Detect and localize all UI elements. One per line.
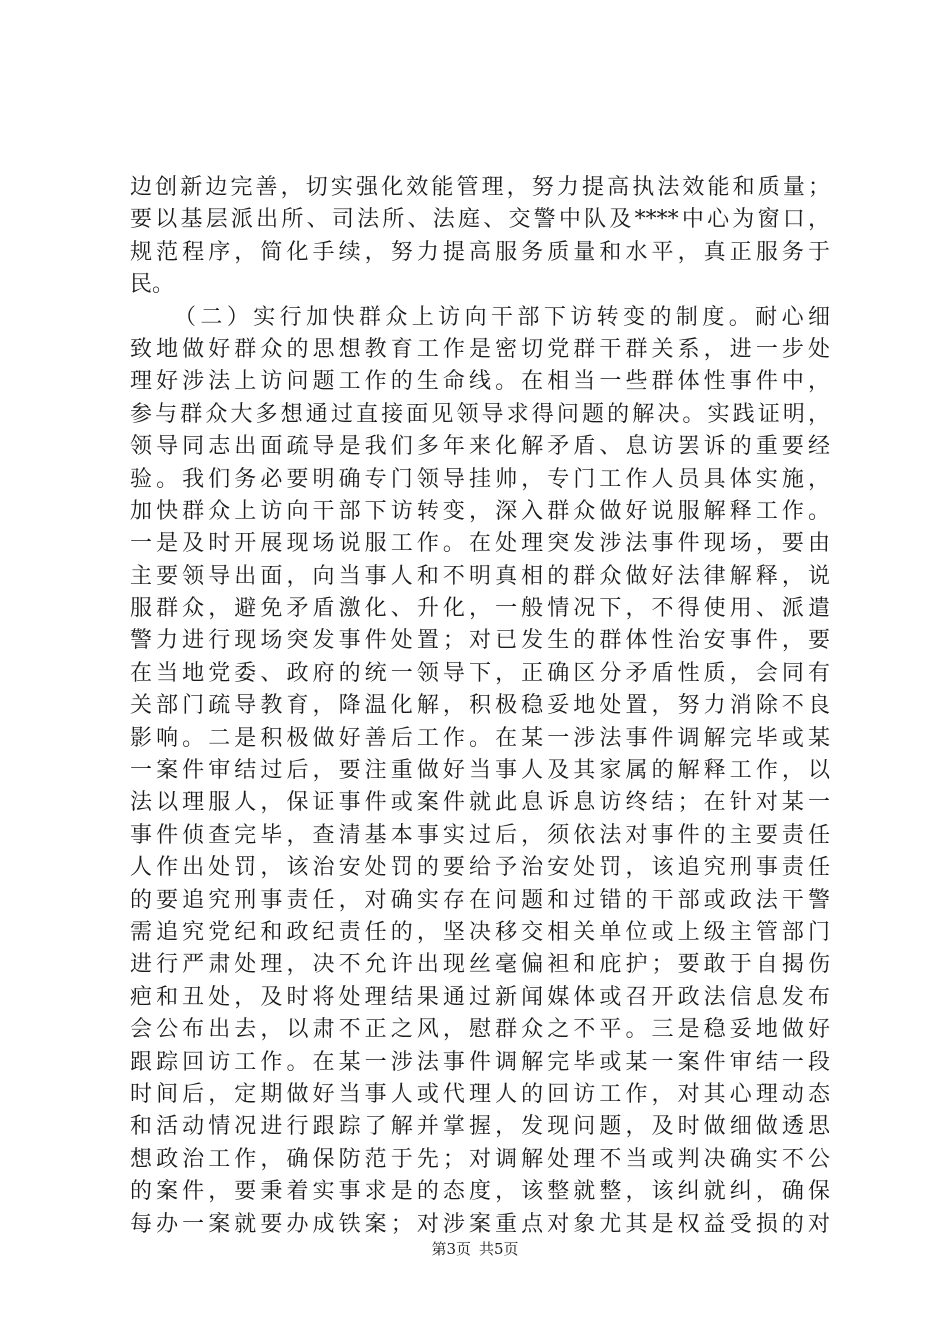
text-line: 的案件，要秉着实事求是的态度，该整就整，该纠就纠，确保 [130, 1179, 830, 1205]
text-line: 和活动情况进行跟踪了解并掌握，发现问题，及时做细做透思 [130, 1114, 830, 1140]
text-line: 主要领导出面，向当事人和不明真相的群众做好法律解释，说 [130, 563, 830, 589]
text-line: 需追究党纪和政纪责任的，坚决移交相关单位或上级主管部门 [130, 919, 830, 945]
text-line: 每办一案就要办成铁案；对涉案重点对象尤其是权益受损的对 [130, 1211, 830, 1237]
text-line: 边创新边完善，切实强化效能管理，努力提高执法效能和质量； [130, 175, 830, 200]
text-line: 关部门疏导教育，降温化解，积极稳妥地处置，努力消除不良 [130, 693, 830, 719]
text-line: 致地做好群众的思想教育工作是密切党群干群关系，进一步处 [130, 336, 830, 362]
page-number: 第3页 [431, 1240, 471, 1258]
text-line: 人作出处罚，该治安处罚的要给予治安处罚，该追究刑事责任 [130, 855, 830, 881]
text-line: 疤和丑处，及时将处理结果通过新闻媒体或召开政法信息发布 [130, 984, 830, 1010]
text-line: 法以理服人，保证事件或案件就此息诉息访终结；在针对某一 [130, 790, 830, 816]
text-line: 要以基层派出所、司法所、法庭、交警中队及****中心为窗口， [130, 207, 830, 233]
text-line: 一案件审结过后，要注重做好当事人及其家属的解释工作，以 [130, 758, 830, 784]
text-line: 一是及时开展现场说服工作。在处理突发涉法事件现场，要由 [130, 531, 830, 557]
text-line: 想政治工作，确保防范于先；对调解处理不当或判决确实不公 [130, 1146, 830, 1172]
text-line: 时间后，定期做好当事人或代理人的回访工作，对其心理动态 [130, 1081, 830, 1107]
text-line: 进行严肃处理，决不允许出现丝毫偏袒和庇护；要敢于自揭伤 [130, 952, 830, 978]
text-line: 会公布出去，以肃不正之风，慰群众之不平。三是稳妥地做好 [130, 1017, 830, 1043]
page-total: 共5页 [479, 1240, 519, 1258]
text-line: 服群众，避免矛盾激化、升化，一般情况下，不得使用、派遣 [130, 596, 830, 622]
text-line: 警力进行现场突发事件处置；对已发生的群体性治安事件，要 [130, 628, 830, 654]
text-line: 验。我们务必要明确专门领导挂帅，专门工作人员具体实施， [130, 466, 830, 492]
document-body [130, 172, 830, 1241]
text-line: 加快群众上访向干部下访转变，深入群众做好说服解释工作。 [130, 498, 830, 524]
text-line: 跟踪回访工作。在某一涉法事件调解完毕或某一案件审结一段 [130, 1049, 830, 1075]
text-line: 事件侦查完毕，查清基本事实过后，须依法对事件的主要责任 [130, 822, 830, 848]
paragraph-2 [130, 302, 830, 1241]
text-line: 理好涉法上访问题工作的生命线。在相当一些群体性事件中， [130, 369, 830, 395]
page-footer [0, 1239, 950, 1259]
text-line: 在当地党委、政府的统一领导下，正确区分矛盾性质，会同有 [130, 660, 830, 686]
text-line: 影响。二是积极做好善后工作。在某一涉法事件调解完毕或某 [130, 725, 830, 751]
paragraph-1 [130, 172, 830, 302]
text-line: 的要追究刑事责任，对确实存在问题和过错的干部或政法干警 [130, 887, 830, 913]
text-line: 规范程序，简化手续，努力提高服务质量和水平，真正服务于 [130, 239, 830, 265]
text-line: 民。 [130, 272, 175, 298]
text-line: 参与群众大多想通过直接面见领导求得问题的解决。实践证明， [130, 401, 830, 427]
text-line: （二）实行加快群众上访向干部下访转变的制度。耐心细 [174, 304, 830, 330]
text-line: 领导同志出面疏导是我们多年来化解矛盾、息访罢诉的重要经 [130, 434, 830, 460]
